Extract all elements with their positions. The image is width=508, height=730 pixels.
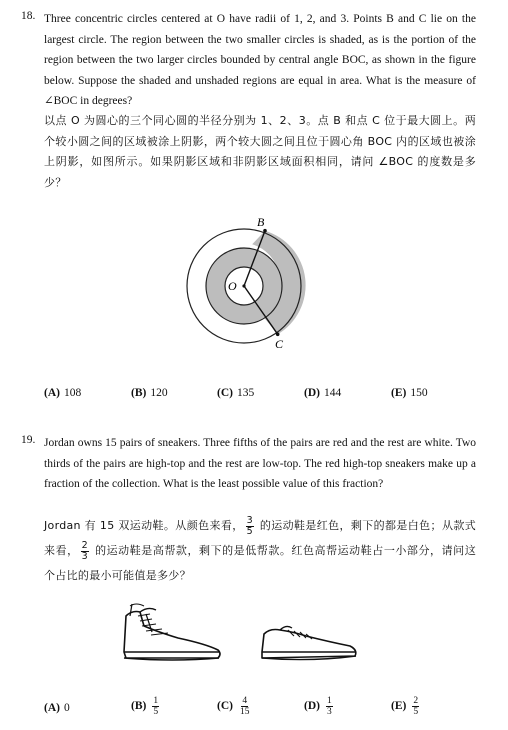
problem-18-number: 18. bbox=[21, 10, 36, 22]
label-c: C bbox=[275, 337, 284, 351]
problem-19-number: 19. bbox=[21, 434, 36, 446]
choice-18-e[interactable]: (E) 150 bbox=[391, 387, 428, 399]
choice-19-c[interactable]: (C) $\frac{4}{15}$ bbox=[217, 696, 250, 717]
label-b: B bbox=[257, 215, 265, 229]
label-o: O bbox=[228, 279, 237, 293]
choice-19-b[interactable]: (B) $\frac{1}{5}$ bbox=[131, 696, 159, 717]
problem-18-text-en: Three concentric circles centered at O have radii of 1, 2, and 3. Points B and C lie on the largest circle. The region between the two smaller circles is shaded, as is the portion of the region between the two larger circles bounded by central angle BOC, as shown in the figure below. Suppose the shaded and unshaded regions are equal in area. What is the measure of ∠BOC in degrees? bbox=[44, 13, 476, 108]
fraction-three-fifths: $\frac{3}{5}$ bbox=[246, 514, 253, 537]
choice-18-b[interactable]: (B) 120 bbox=[131, 387, 168, 399]
fraction-two-thirds: $\frac{2}{3}$ bbox=[81, 539, 89, 562]
choice-19-a[interactable]: (A) 0 bbox=[44, 702, 70, 714]
high-top-sneaker-image bbox=[118, 602, 228, 668]
choice-19-d[interactable]: (D) $\frac{1}{3}$ bbox=[304, 696, 332, 717]
choice-19-e[interactable]: (E) $\frac{2}{5}$ bbox=[391, 696, 419, 717]
problem-19-text-zh: Jordan 有 15 双运动鞋。从颜色来看， $\frac{3}{5}$ 的运动鞋是红色，剩下的都是白色；从款式来看， $\frac{2}{3}$ 的运动鞋是高帮款，剩下的是低帮款。红色高帮运动鞋占一小部分，请问这个占比的最小可能值是多少？ bbox=[44, 514, 477, 582]
low-top-sneaker-image bbox=[258, 616, 362, 668]
choice-18-d[interactable]: (D) 144 bbox=[304, 387, 342, 399]
problem-19-text-en: Jordan owns 15 pairs of sneakers. Three fifths of the pairs are red and the rest are white. Two thirds of the pairs are high-top and the rest are low-top. The red high-top sneakers make up a fraction of the collection. What is the least possible value of this fraction? bbox=[44, 437, 476, 491]
choice-18-c[interactable]: (C) 135 bbox=[217, 387, 255, 399]
problem-18-text-zh: 以点 O 为圆心的三个同心圆的半径分别为 1、2、3。点 B 和点 C 位于最大圆上。两个较小圆之间的区域被涂上阴影，两个较大圆之间且位于圆心角 BOC 内的区域也被涂上阴影，如图所示。如果阴影区域和非阴影区域面积相同，请问 ∠BOC 的度数是多少？ bbox=[44, 114, 476, 189]
choice-18-a[interactable]: (A) 108 bbox=[44, 387, 82, 399]
concentric-circles-figure bbox=[165, 212, 325, 352]
